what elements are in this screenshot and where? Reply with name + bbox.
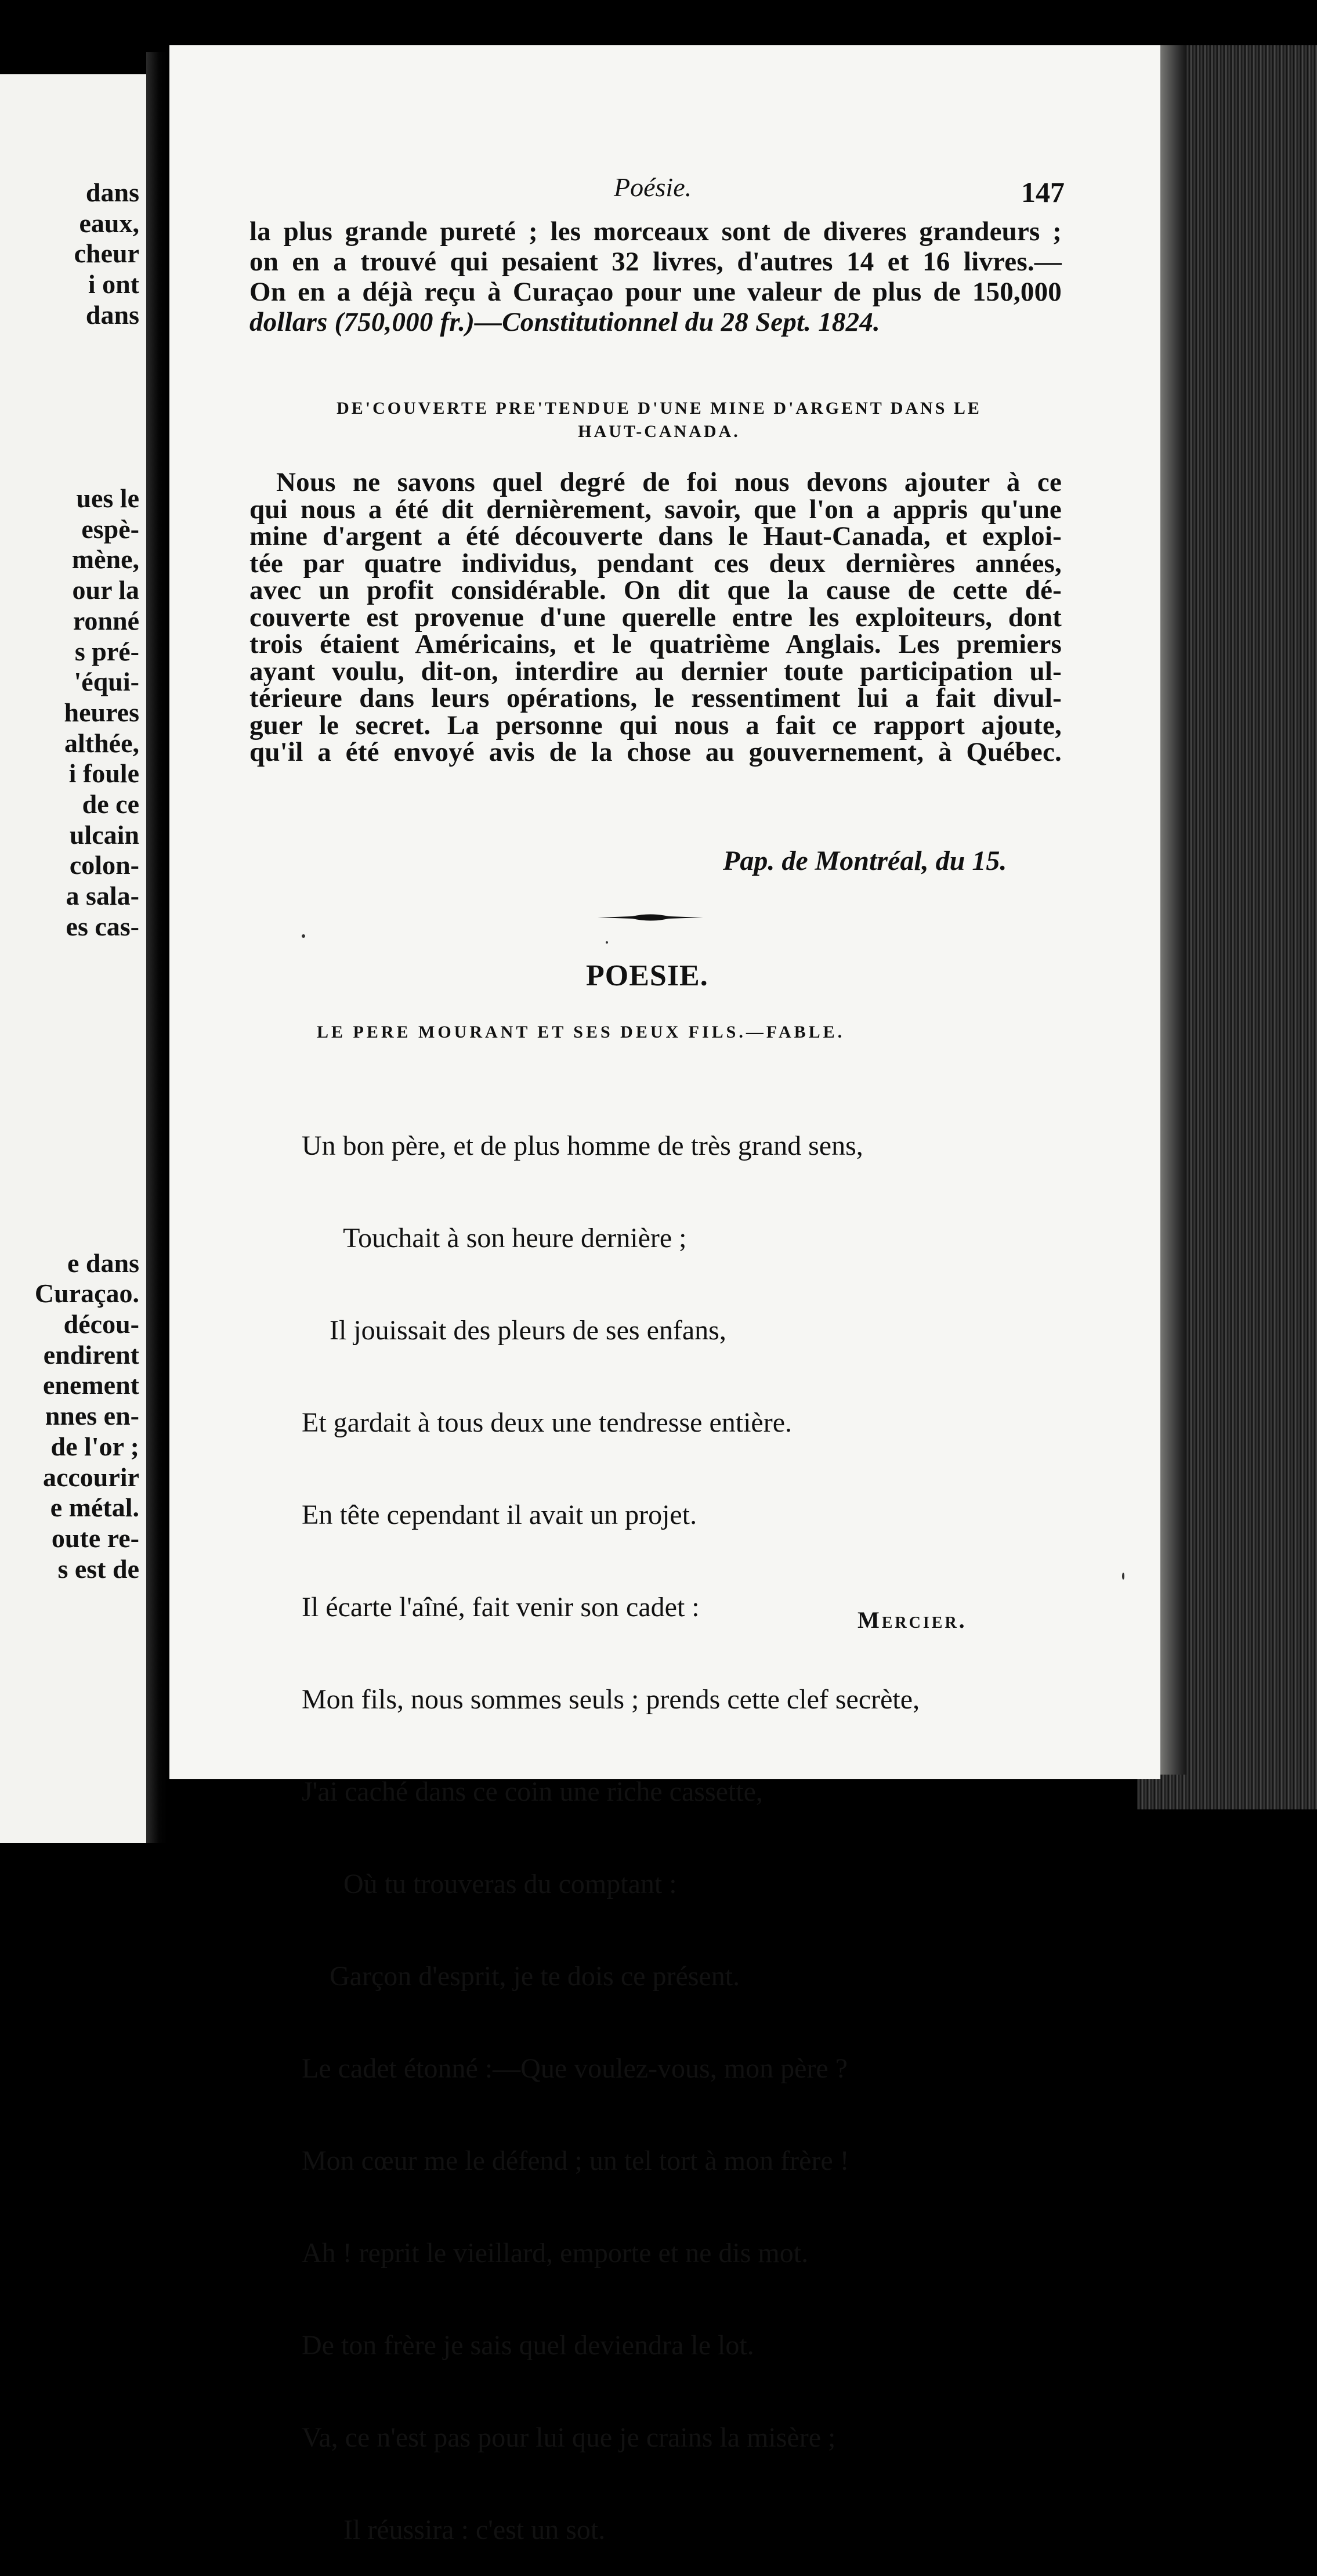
article-title (253, 397, 1065, 443)
verse-line: De ton frère je sais quel deviendra le lot. (302, 2330, 754, 2361)
left-page-fragment: 'équi- (74, 667, 139, 697)
verse-line: Mon fils, nous sommes seuls ; prends cette clef secrète, (302, 1684, 920, 1715)
left-page-fragment: dans (85, 178, 139, 207)
left-page-fragment: oute re- (51, 1523, 139, 1553)
paragraph-line: on en a trouvé qui pesaient 32 livres, d'autres 14 et 16 livres.— (249, 247, 1062, 277)
left-page-text (35, 178, 139, 1584)
verse-line: J'ai caché dans ce coin une riche cassette, (302, 1776, 763, 1807)
verse-line: Le cadet étonné :—Que voulez-vous, mon père ? (302, 2053, 848, 2084)
left-page-fragment (35, 1157, 139, 1187)
verse-line: Il réussira : c'est un sot. (302, 2514, 606, 2545)
verse-line: Mon cœur me le défend ; un tel tort à mon frère ! (302, 2145, 849, 2176)
left-page-fragment: i ont (88, 269, 139, 299)
left-page-fragment (35, 1095, 139, 1126)
running-header: Poésie. (614, 172, 692, 202)
verse-line: Touchait à son heure dernière ; (302, 1223, 687, 1253)
left-page-fragment: eaux, (79, 208, 139, 238)
left-page-fragment (35, 331, 139, 362)
verse-line: Il écarte l'aîné, fait venir son cadet : (302, 1592, 700, 1623)
left-page-fragment: de l'or ; (50, 1431, 139, 1461)
article-line: Nous ne savons quel degré de foi nous devons ajouter à ce (276, 467, 1062, 497)
paper-speck (302, 934, 305, 938)
left-page-fragment: nnes en- (45, 1401, 139, 1431)
left-page-fragment: a sala- (66, 881, 139, 911)
left-page-fragment: Curaçao. (34, 1278, 139, 1309)
article-line: couverte est provenue d'une querelle entre les exploiteurs, dont (249, 602, 1062, 633)
article-title-line1: DE'COUVERTE PRE'TENDUE D'UNE MINE D'ARGENT DANS LE (337, 399, 982, 418)
left-page-fragment: enement (42, 1370, 139, 1400)
verse-line: Il jouissait des pleurs de ses enfans, (302, 1315, 726, 1346)
paragraph-line: On en a déjà reçu à Curaçao pour une valeur de plus de 150,000 (249, 277, 1062, 307)
left-page-fragment (35, 453, 139, 483)
article-line: avec un profit considérable. On dit que la cause de cette dé- (249, 575, 1062, 605)
left-page-fragment: dans (85, 299, 139, 330)
article-line: trois étaient Américains, et le quatrième Anglais. Les premiers (249, 629, 1062, 659)
left-page-fragment: colon- (69, 850, 139, 880)
verse-line: Garçon d'esprit, je te dois ce présent. (302, 1961, 740, 1992)
verse-line: Ah ! reprit le vieillard, emporte et ne dis mot. (302, 2238, 809, 2268)
left-page-fragment: es cas- (66, 911, 139, 941)
left-page-fragment: s pré- (74, 636, 139, 666)
paper-speck (606, 941, 608, 944)
left-page-fragment: mène, (71, 544, 139, 575)
book-gutter (146, 52, 167, 1843)
fable-title: LE PERE MOURANT ET SES DEUX FILS.—FABLE. (317, 1023, 845, 1042)
left-page-fragment: cheur (74, 239, 139, 269)
left-facing-page (0, 74, 150, 1843)
left-page-fragment: e dans (67, 1248, 139, 1278)
paragraph-line: la plus grande pureté ; les morceaux sont de diveres grandeurs ; (249, 216, 1062, 247)
left-page-fragment: our la (72, 575, 139, 605)
paragraph-line: dollars (750,000 fr.)—Constitutionnel du 28 Sept. 1824. (249, 307, 880, 337)
left-page-fragment: heures (64, 697, 139, 727)
left-page-fragment: ues le (76, 483, 139, 514)
left-page-fragment: e métal. (50, 1493, 139, 1523)
section-title: POESIE. (586, 959, 708, 992)
left-page-fragment (35, 1064, 139, 1095)
verse-line: Un bon père, et de plus homme de très grand sens, (302, 1130, 863, 1161)
left-page-fragment: althée, (64, 728, 139, 758)
fable-author: Mercier. (858, 1607, 967, 1633)
left-page-fragment: ulcain (69, 819, 139, 850)
verse-line: En tête cependant il avait un projet. (302, 1500, 697, 1530)
article-line: ayant voulu, dit-on, interdire au dernier toute participation ul- (249, 656, 1062, 687)
left-page-fragment: s est de (57, 1553, 139, 1584)
article-body (249, 467, 1062, 767)
verse-line: Va, ce n'est pas pour lui que je crains la misère ; (302, 2422, 836, 2453)
left-page-fragment: endirent (43, 1339, 139, 1370)
left-page-fragment (35, 422, 139, 453)
verse-line: Où tu trouveras du comptant : (302, 1869, 677, 1899)
left-page-fragment (35, 973, 139, 1003)
left-page-fragment: de ce (82, 789, 139, 819)
article-title-line2: HAUT-CANADA. (578, 422, 740, 441)
paper-speck (1122, 1573, 1124, 1580)
article-line: qui nous a été dit dernièrement, savoir, que l'on a appris qu'une (249, 494, 1062, 525)
left-page-fragment (35, 942, 139, 973)
left-page-fragment (35, 1126, 139, 1157)
left-page-fragment (35, 1187, 139, 1217)
left-page-fragment (35, 1217, 139, 1248)
article-line: térieure dans leurs opérations, le ressentiment lui a fait divul- (249, 683, 1062, 713)
article-line: qu'il a été envoyé avis de la chose au gouvernement, à Québec. (249, 737, 1062, 767)
ornament-rule-icon (598, 912, 703, 923)
left-page-fragment (35, 392, 139, 422)
article-line: mine d'argent a été découverte dans le Haut-Canada, et exploi- (249, 521, 1062, 551)
article-line: guer le secret. La personne qui nous a fait ce rapport ajoute, (249, 710, 1062, 740)
left-page-fragment: i foule (68, 758, 139, 789)
left-page-fragment: ronné (73, 605, 139, 635)
fable-poem (302, 1069, 920, 2576)
article-source: Pap. de Montréal, du 15. (723, 846, 1007, 876)
left-page-fragment: décou- (63, 1309, 139, 1339)
left-page-fragment (35, 361, 139, 392)
left-page-fragment (35, 1034, 139, 1065)
left-page-fragment: espè- (81, 514, 139, 544)
continued-paragraph (249, 216, 1062, 340)
page-number: 147 (1021, 176, 1065, 208)
article-line: tée par quatre individus, pendant ces deux dernières années, (249, 548, 1062, 579)
left-page-fragment (35, 1003, 139, 1034)
left-page-fragment: accourir (42, 1462, 139, 1492)
verse-line: Et gardait à tous deux une tendresse entière. (302, 1407, 793, 1438)
